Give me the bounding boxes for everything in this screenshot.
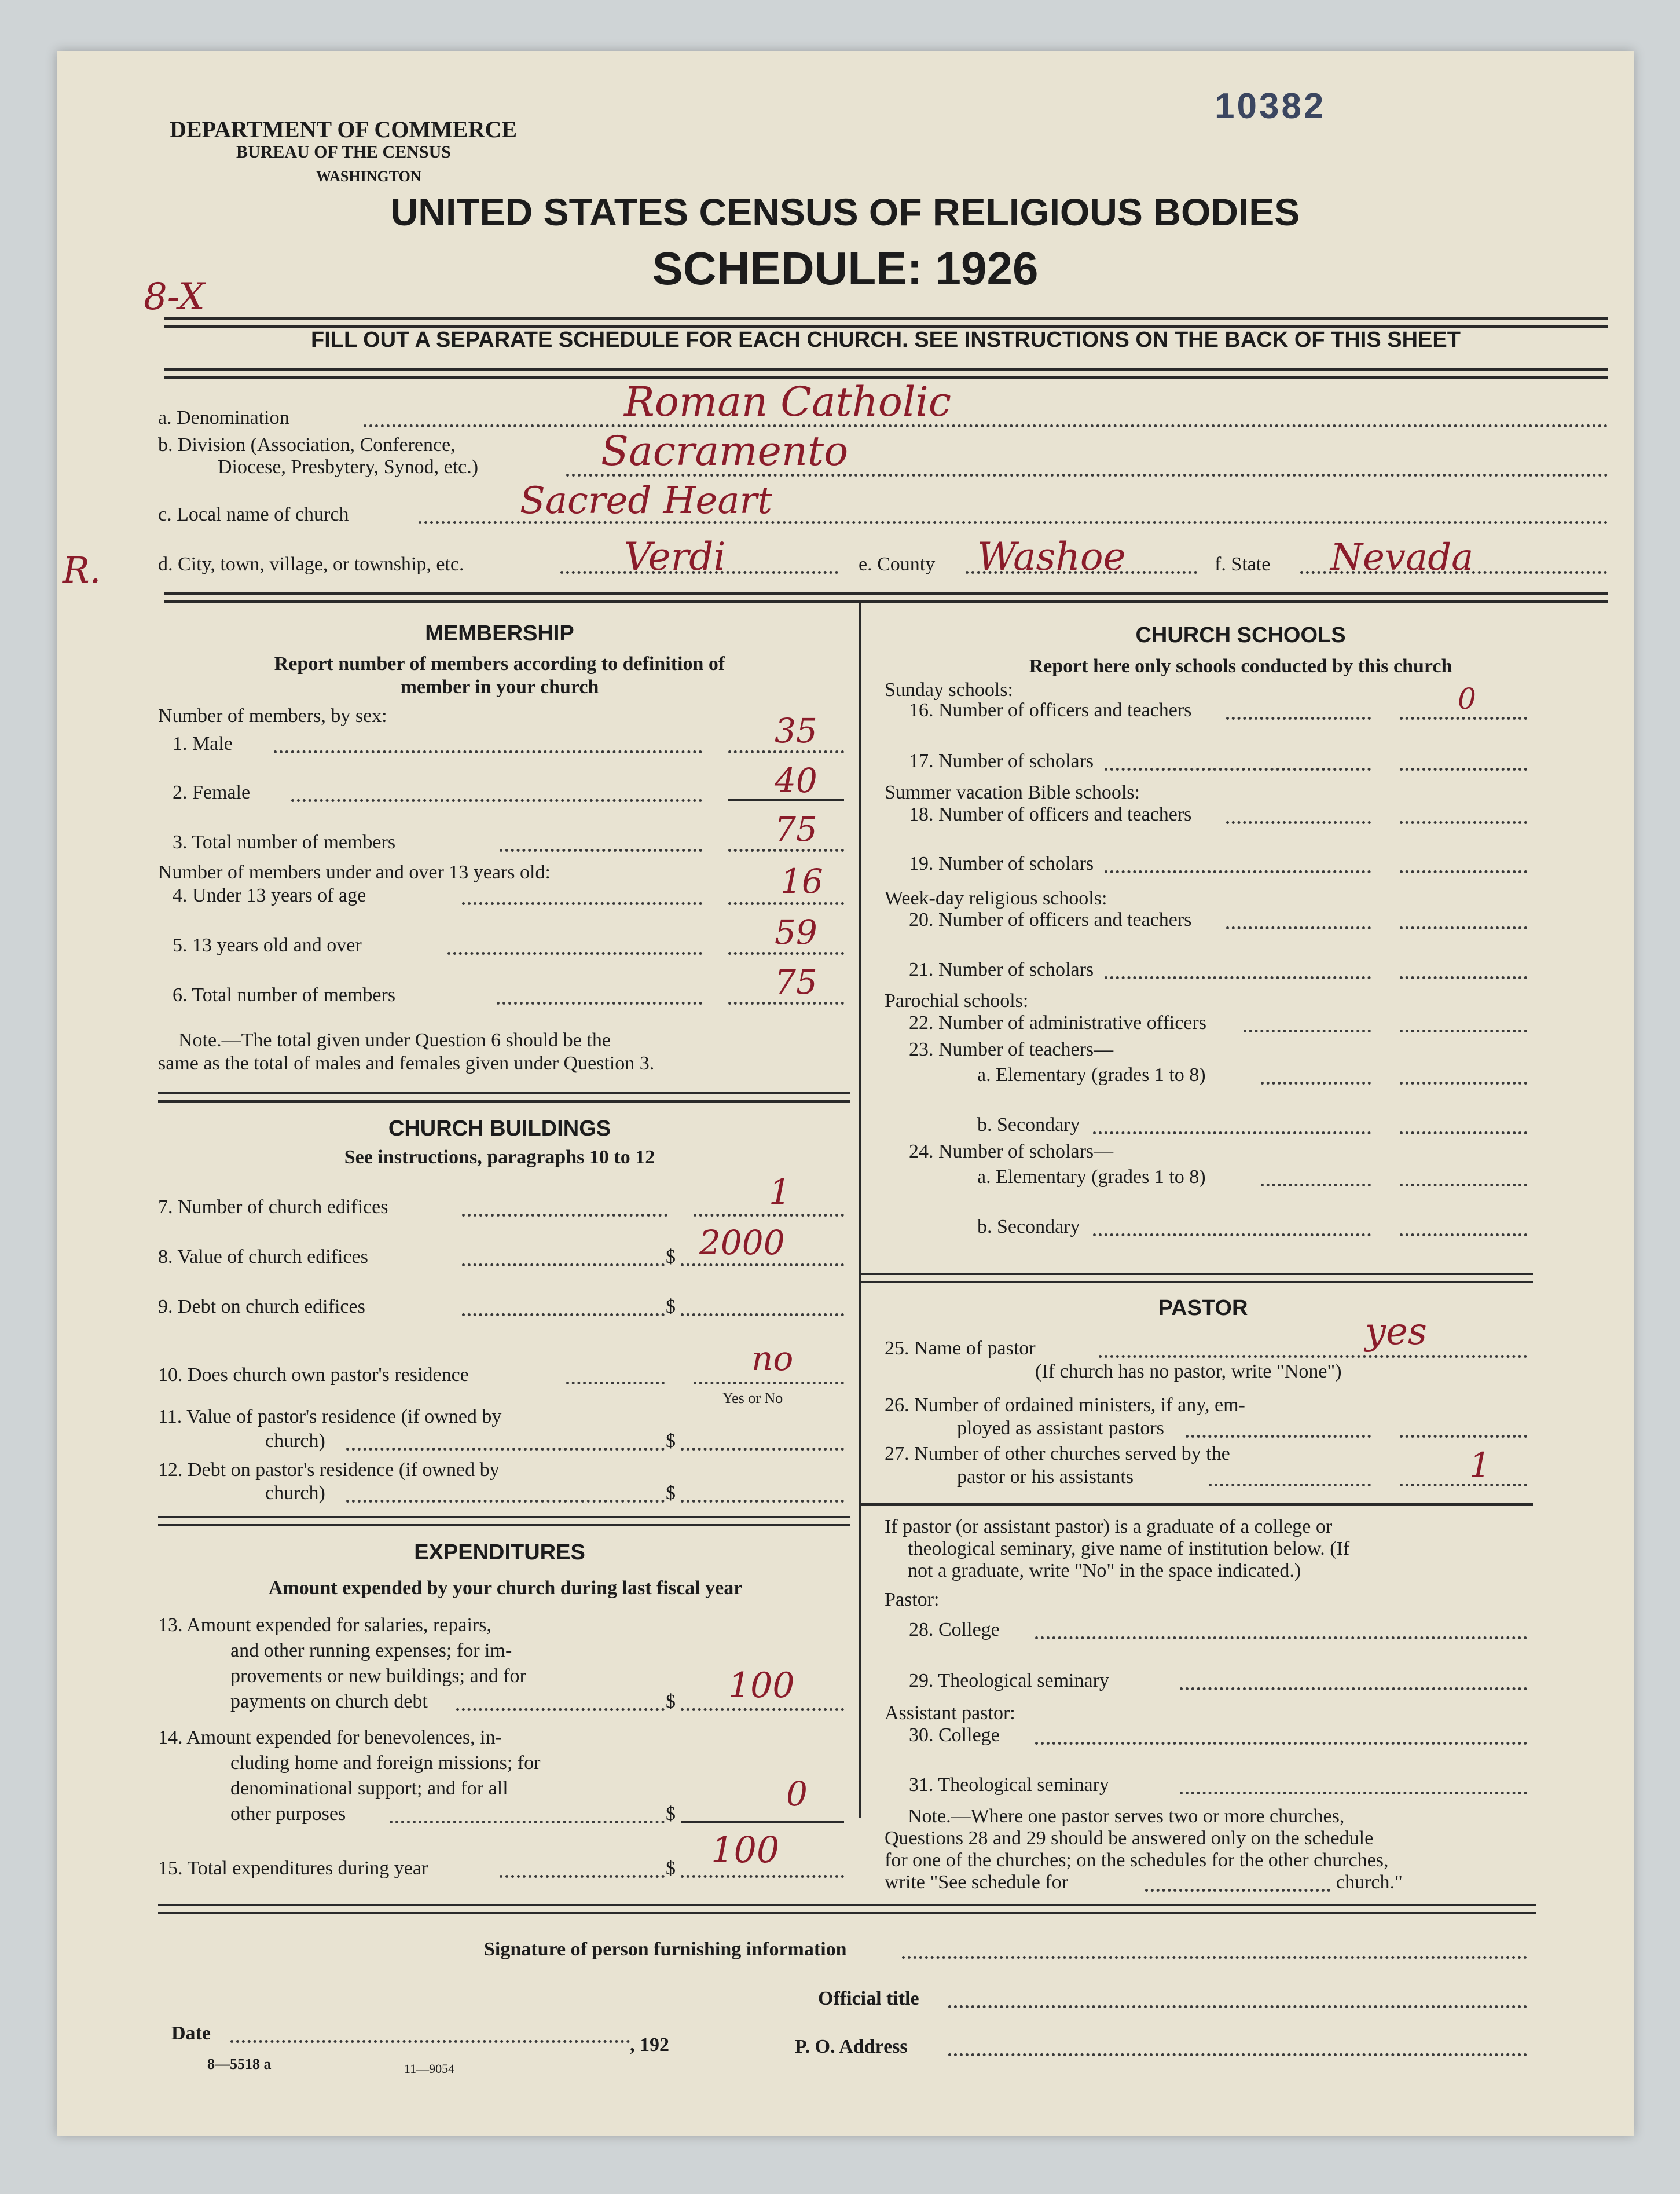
q31-field[interactable] [1180,1792,1527,1794]
graduate-instruction-2: theological seminary, give name of institution below. (If [908,1538,1350,1559]
membership-note-2: same as the total of males and females given under Question 3. [158,1053,655,1074]
q14-dollar: $ [666,1803,676,1825]
division-value[interactable]: Sacramento [601,427,849,475]
q24b-field[interactable] [1400,1233,1527,1236]
header-rule-2 [164,368,1608,379]
q10-label: 10. Does church own pastor's residence [158,1364,469,1386]
q13-label-3: provements or new buildings; and for [230,1665,526,1687]
q21-label: 21. Number of scholars [909,959,1094,980]
q15-dollar: $ [666,1858,676,1879]
department-name: DEPARTMENT OF COMMERCE [170,116,518,142]
official-title-label: Official title [818,1988,919,2009]
city-value[interactable]: Verdi [624,534,726,579]
schools-subtitle: Report here only schools conducted by this church [1029,655,1452,677]
schedule-year: SCHEDULE: 1926 [652,243,1039,294]
q12-dollar: $ [666,1482,676,1504]
q9-debt-field[interactable] [681,1313,844,1316]
q16-value[interactable]: 0 [1458,682,1476,716]
membership-subtitle: Report number of members according to definition of [274,653,725,675]
q2-label: 2. Female [173,782,251,803]
pastor-note-2: Questions 28 and 29 should be answered only on the schedule [885,1827,1374,1849]
pastor-note-4: write "See schedule for [885,1871,1068,1893]
pastor-title: PASTOR [1158,1296,1248,1320]
q18-field[interactable] [1400,821,1527,824]
q12-debt-field[interactable] [681,1500,844,1503]
q3-total-value[interactable]: 75 [775,810,817,849]
q22-label: 22. Number of administrative officers [909,1012,1206,1034]
q21-field[interactable] [1400,976,1527,979]
sunday-schools-label: Sunday schools: [885,679,1013,701]
pastor-rule [861,1503,1533,1506]
membership-title: MEMBERSHIP [425,621,574,646]
q11-dollar: $ [666,1430,676,1452]
membership-subtitle-2: member in your church [400,676,599,698]
graduate-instruction: If pastor (or assistant pastor) is a graduate of a college or [885,1516,1333,1537]
expenditures-title: EXPENDITURES [414,1540,585,1565]
expenditures-subtitle: Amount expended by your church during last fiscal year [268,1577,743,1599]
q31-label: 31. Theological seminary [909,1774,1109,1796]
buildings-title: CHURCH BUILDINGS [388,1116,611,1141]
division-label: b. Division (Association, Conference, [158,434,456,456]
state-label: f. State [1215,554,1271,575]
division-label-2: Diocese, Presbytery, Synod, etc.) [218,456,479,478]
form-title: UNITED STATES CENSUS OF RELIGIOUS BODIES [390,191,1300,233]
members-by-sex-label: Number of members, by sex: [158,705,387,727]
signature-field[interactable] [902,1956,1527,1959]
q25-label: 25. Name of pastor [885,1338,1036,1359]
schools-rule [861,1273,1533,1283]
q18-label: 18. Number of officers and teachers [909,804,1192,825]
q13-label: 13. Amount expended for salaries, repairs, [158,1614,491,1636]
q8-value-value[interactable]: 2000 [699,1223,785,1262]
q23-label: 23. Number of teachers— [909,1039,1114,1060]
q27-label: 27. Number of other churches served by the [885,1443,1230,1464]
po-address-field[interactable] [948,2053,1527,2056]
footer-rule [158,1904,1536,1914]
q11-label: 11. Value of pastor's residence (if owned by [158,1406,502,1427]
header-rule [164,317,1608,328]
q23a-label: a. Elementary (grades 1 to 8) [977,1064,1206,1086]
assistant-pastor-sublabel: Assistant pastor: [885,1702,1015,1724]
q15-total-value[interactable]: 100 [711,1829,780,1871]
census-schedule-sheet [57,51,1634,2136]
serial-number-stamp: 10382 [1215,86,1326,126]
parochial-schools-label: Parochial schools: [885,990,1029,1012]
q13-amount-value[interactable]: 100 [728,1665,795,1706]
q16-label: 16. Number of officers and teachers [909,699,1192,721]
q2-female-value[interactable]: 40 [775,761,817,800]
bureau-name: BUREAU OF THE CENSUS [236,142,451,162]
q14-label: 14. Amount expended for benevolences, in- [158,1727,502,1748]
q14-amount-value[interactable]: 0 [786,1774,808,1814]
q24-label: 24. Number of scholars— [909,1141,1114,1162]
general-instruction: FILL OUT A SEPARATE SCHEDULE FOR EACH CHURCH. SEE INSTRUCTIONS ON THE BACK OF THIS SHEET [311,328,1461,352]
q19-field[interactable] [1400,870,1527,873]
see-schedule-field[interactable] [1145,1889,1330,1892]
q28-label: 28. College [909,1619,1000,1640]
q26-label-2: ployed as assistant pastors [957,1418,1164,1439]
graduate-instruction-3: not a graduate, write "No" in the space indicated.) [908,1560,1301,1581]
q30-label: 30. College [909,1724,1000,1746]
margin-note: 8-X [144,276,205,318]
local-name-value[interactable]: Sacred Heart [520,479,772,522]
q30-field[interactable] [1035,1742,1527,1745]
q25-pastor-value[interactable]: yes [1365,1310,1427,1353]
q4-under13-value[interactable]: 16 [780,862,823,901]
date-year: , 192 [630,2034,669,2056]
county-value[interactable]: Washoe [977,534,1126,579]
city-label: d. City, town, village, or township, etc. [158,554,464,575]
q23b-field[interactable] [1400,1131,1527,1134]
members-by-age-label: Number of members under and over 13 years old: [158,862,551,883]
bureau-city: WASHINGTON [316,168,421,185]
q14-label-4: other purposes [230,1803,346,1825]
print-number: 11—9054 [404,2061,455,2076]
q24a-label: a. Elementary (grades 1 to 8) [977,1166,1206,1188]
q9-dollar: $ [666,1296,676,1317]
q9-label: 9. Debt on church edifices [158,1296,365,1317]
identity-rule [164,592,1608,603]
membership-note: Note.—The total given under Question 6 should be the [178,1030,611,1051]
q14-label-2: cluding home and foreign missions; for [230,1752,541,1774]
q4-label: 4. Under 13 years of age [173,885,366,906]
signature-label: Signature of person furnishing information [484,1939,847,1960]
q15-label: 15. Total expenditures during year [158,1858,428,1879]
q13-label-2: and other running expenses; for im- [230,1640,512,1661]
q5-13over-value[interactable]: 59 [775,913,817,952]
q11-value-field[interactable] [681,1448,844,1451]
q7-edifices-value[interactable]: 1 [769,1172,791,1213]
q26-field[interactable] [1400,1435,1527,1438]
q29-field[interactable] [1180,1687,1527,1690]
q12-label: 12. Debt on pastor's residence (if owned by [158,1459,500,1481]
margin-mark-r: R. [63,549,101,591]
q29-label: 29. Theological seminary [909,1670,1109,1691]
pastor-note-4-end: church." [1336,1871,1403,1893]
q24b-label: b. Secondary [977,1216,1080,1237]
pastor-note: Note.—Where one pastor serves two or more churches, [908,1805,1345,1827]
q1-label: 1. Male [173,733,233,754]
q22-field[interactable] [1400,1030,1527,1032]
q23b-label: b. Secondary [977,1114,1080,1136]
q17-label: 17. Number of scholars [909,750,1094,772]
q26-label: 26. Number of ordained ministers, if any, em- [885,1394,1245,1416]
buildings-rule [158,1516,850,1526]
yes-no-hint: Yes or No [722,1390,783,1406]
q10-residence-value[interactable]: no [751,1339,794,1378]
denomination-label: a. Denomination [158,407,289,428]
denomination-value[interactable]: Roman Catholic [624,378,951,426]
state-value[interactable]: Nevada [1330,536,1474,579]
q8-dollar: $ [666,1246,676,1268]
membership-rule [158,1092,850,1103]
q25-note: (If church has no pastor, write "None") [1035,1361,1342,1382]
q24a-field[interactable] [1400,1184,1527,1186]
q28-field[interactable] [1035,1636,1527,1639]
q6-total-value[interactable]: 75 [775,962,817,1002]
schools-title: CHURCH SCHOOLS [1135,623,1346,647]
date-field[interactable] [230,2040,630,2043]
q14-label-3: denominational support; and for all [230,1778,508,1799]
po-address-label: P. O. Address [795,2036,908,2057]
q23a-field[interactable] [1400,1082,1527,1085]
local-name-label: c. Local name of church [158,504,349,525]
q19-label: 19. Number of scholars [909,853,1094,874]
q7-label: 7. Number of church edifices [158,1196,388,1218]
q20-field[interactable] [1400,926,1527,929]
q12-label-2: church) [265,1482,325,1504]
column-divider [859,602,861,1818]
q27-label-2: pastor or his assistants [957,1466,1134,1488]
q3-label: 3. Total number of members [173,832,396,853]
official-title-field[interactable] [948,2005,1527,2008]
q17-field[interactable] [1400,768,1527,771]
q8-label: 8. Value of church edifices [158,1246,368,1268]
summer-schools-label: Summer vacation Bible schools: [885,782,1140,803]
pastor-note-3: for one of the churches; on the schedules for the other churches, [885,1849,1389,1871]
q13-dollar: $ [666,1691,676,1712]
q1-male-value[interactable]: 35 [775,711,817,750]
weekday-schools-label: Week-day religious schools: [885,888,1107,909]
form-number: 8—5518 a [207,2056,272,2072]
county-label: e. County [859,554,936,575]
q20-label: 20. Number of officers and teachers [909,909,1192,931]
buildings-subtitle: See instructions, paragraphs 10 to 12 [344,1147,655,1168]
pastor-sublabel: Pastor: [885,1589,940,1610]
q13-label-4: payments on church debt [230,1691,428,1712]
q11-label-2: church) [265,1430,325,1452]
date-label: Date [171,2023,211,2044]
q6-label: 6. Total number of members [173,984,396,1006]
q5-label: 5. 13 years old and over [173,935,362,956]
q27-other-churches-value[interactable]: 1 [1469,1445,1491,1485]
